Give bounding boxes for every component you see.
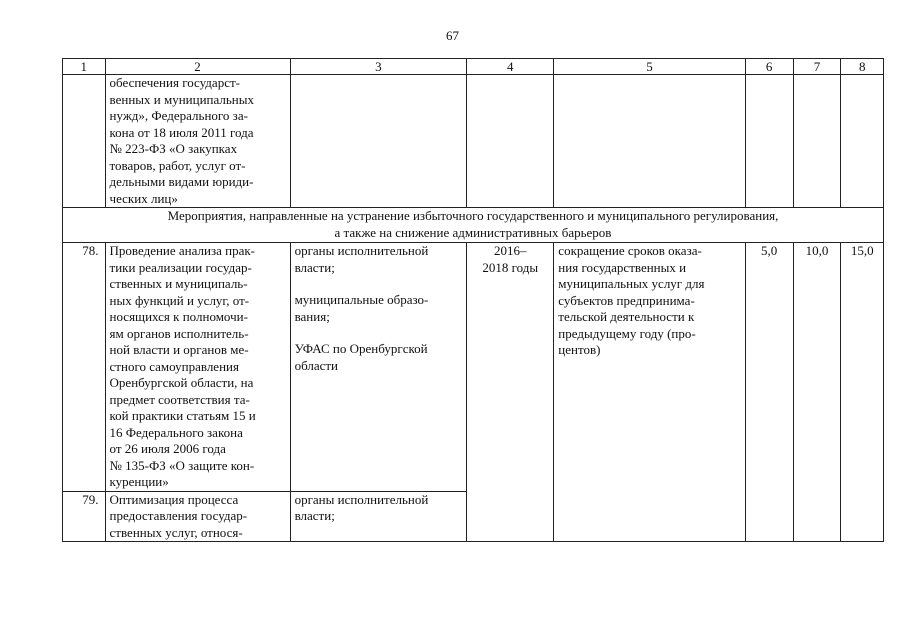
value-2016: 5,0 bbox=[745, 243, 793, 542]
measure-text: обеспечения государст- венных и муниципальных нужд», Федерального за- кона от 18 июля 2011 года № 223-ФЗ «О закупках товаров, работ, услуг от- дельными видами юриди- ческих лиц» bbox=[105, 75, 290, 208]
measure-text: Проведение анализа прак- тики реализации государ- ственных и муниципаль- ных функций и услуг, от- носящихся к полномочи- ям органов исполнитель- ной власти и органов ме- стного самоуправления Оренбургской области, на предмет соответствия та- кой практики статьям 15 и 16 Федерального закона от 26 июля 2006 года № 135-ФЗ «О защите кон- куренции» bbox=[105, 243, 290, 492]
measures-table bbox=[62, 58, 884, 542]
column-header: 5 bbox=[554, 59, 745, 75]
executor: УФАС по Оренбургской области bbox=[294, 341, 428, 373]
section-heading: Мероприятия, направленные на устранение избыточного государственного и муниципального регулирования, а также на снижение административных барьеров bbox=[63, 208, 884, 243]
table-header-row bbox=[63, 59, 884, 75]
measure-text: Оптимизация процесса предоставления государ- ственных услуг, относя- bbox=[105, 491, 290, 542]
column-header: 1 bbox=[63, 59, 106, 75]
executor: органы исполнительной власти; bbox=[294, 243, 429, 275]
column-header: 3 bbox=[290, 59, 467, 75]
section-heading-row bbox=[63, 208, 884, 243]
executors-cell bbox=[290, 243, 467, 492]
table-row bbox=[63, 75, 884, 208]
row-number: 78. bbox=[63, 243, 106, 492]
row-number: 79. bbox=[63, 491, 106, 542]
column-header: 2 bbox=[105, 59, 290, 75]
column-header: 8 bbox=[841, 59, 884, 75]
page-number: 67 bbox=[446, 28, 459, 43]
indicator: сокращение сроков оказа- ния государственных и муниципальных услуг для субъектов предпринима- тельской деятельности к предыдущему году (про- центов) bbox=[554, 243, 745, 542]
value-2018: 15,0 bbox=[841, 243, 884, 542]
column-header: 7 bbox=[793, 59, 841, 75]
column-header: 4 bbox=[467, 59, 554, 75]
column-header: 6 bbox=[745, 59, 793, 75]
table-row bbox=[63, 243, 884, 492]
period: 2016– 2018 годы bbox=[467, 243, 554, 542]
value-2017: 10,0 bbox=[793, 243, 841, 542]
executor: органы исполнительной власти; bbox=[290, 491, 467, 542]
executor: муниципальные образо- вания; bbox=[294, 292, 429, 324]
